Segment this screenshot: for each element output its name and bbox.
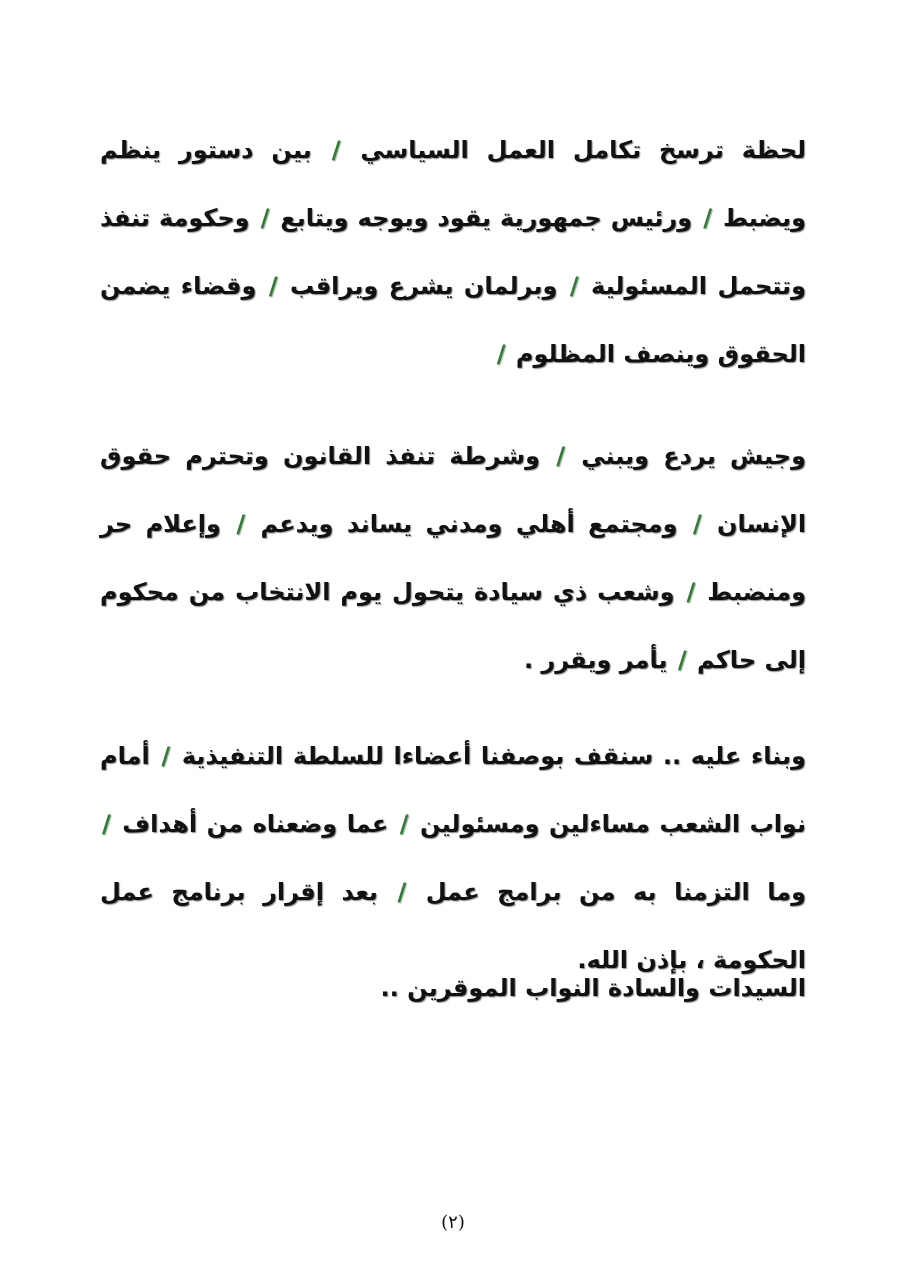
separator-slash: / xyxy=(236,510,246,538)
paragraph-2-text: وشعب ذي سيادة يتحول يوم الانتخاب من محكوم إلى حاكم xyxy=(100,578,806,674)
separator-slash: / xyxy=(496,340,506,368)
paragraph-2-text: وشرطة تنفذ القانون وتحترم حقوق الإنسان xyxy=(100,442,807,538)
paragraph-1-text: ورئيس جمهورية يقود ويوجه ويتابع xyxy=(280,204,693,232)
paragraph-1 xyxy=(100,116,806,388)
separator-slash: / xyxy=(677,646,687,674)
paragraph-1-text: وبرلمان يشرع ويراقب xyxy=(290,272,558,300)
separator-slash: / xyxy=(692,510,702,538)
paragraph-2-text: يأمر ويقرر . xyxy=(523,646,668,674)
paragraph-2-text: وجيش يردع ويبني xyxy=(581,442,806,470)
page-number: (٢) xyxy=(441,1212,465,1233)
separator-slash: / xyxy=(703,204,712,232)
paragraph-4-text: السيدات والسادة النواب الموقرين .. xyxy=(380,974,806,1002)
separator-slash: / xyxy=(399,810,409,838)
paragraph-2-text: ومجتمع أهلي ومدني يساند ويدعم xyxy=(260,510,678,538)
separator-slash: / xyxy=(686,578,696,606)
paragraph-3-text: بعد إقرار برنامج عمل الحكومة ، بإذن الله. xyxy=(100,878,806,974)
paragraph-3-text: وما التزمنا به من برامج عمل xyxy=(425,878,807,906)
separator-slash: / xyxy=(102,810,111,838)
paragraph-1-text: لحظة ترسخ تكامل العمل السياسي xyxy=(360,136,806,164)
separator-slash: / xyxy=(268,272,278,300)
separator-slash: / xyxy=(260,204,270,232)
paragraph-3-text: عما وضعناه من أهداف xyxy=(122,810,389,838)
paragraph-1-text: وحكومة تنفذ وتتحمل المسئولية xyxy=(100,204,806,300)
paragraph-3-text: وبناء عليه .. سنقف بوصفنا أعضاءا للسلطة التنفيذية xyxy=(181,742,807,770)
separator-slash: / xyxy=(397,878,407,906)
separator-slash: / xyxy=(569,272,579,300)
paragraph-3-text: أمام نواب الشعب مساءلين ومسئولين xyxy=(100,742,806,838)
paragraph-1-text: بين دستور ينظم ويضبط xyxy=(100,136,807,232)
paragraph-2 xyxy=(100,422,806,694)
paragraph-2-text: وإعلام حر ومنضبط xyxy=(100,510,806,606)
paragraph-4 xyxy=(100,954,806,1022)
paragraph-1-text: وقضاء يضمن الحقوق وينصف المظلوم xyxy=(100,272,806,368)
separator-slash: / xyxy=(331,136,341,164)
separator-slash: / xyxy=(556,442,565,470)
separator-slash: / xyxy=(161,742,171,770)
